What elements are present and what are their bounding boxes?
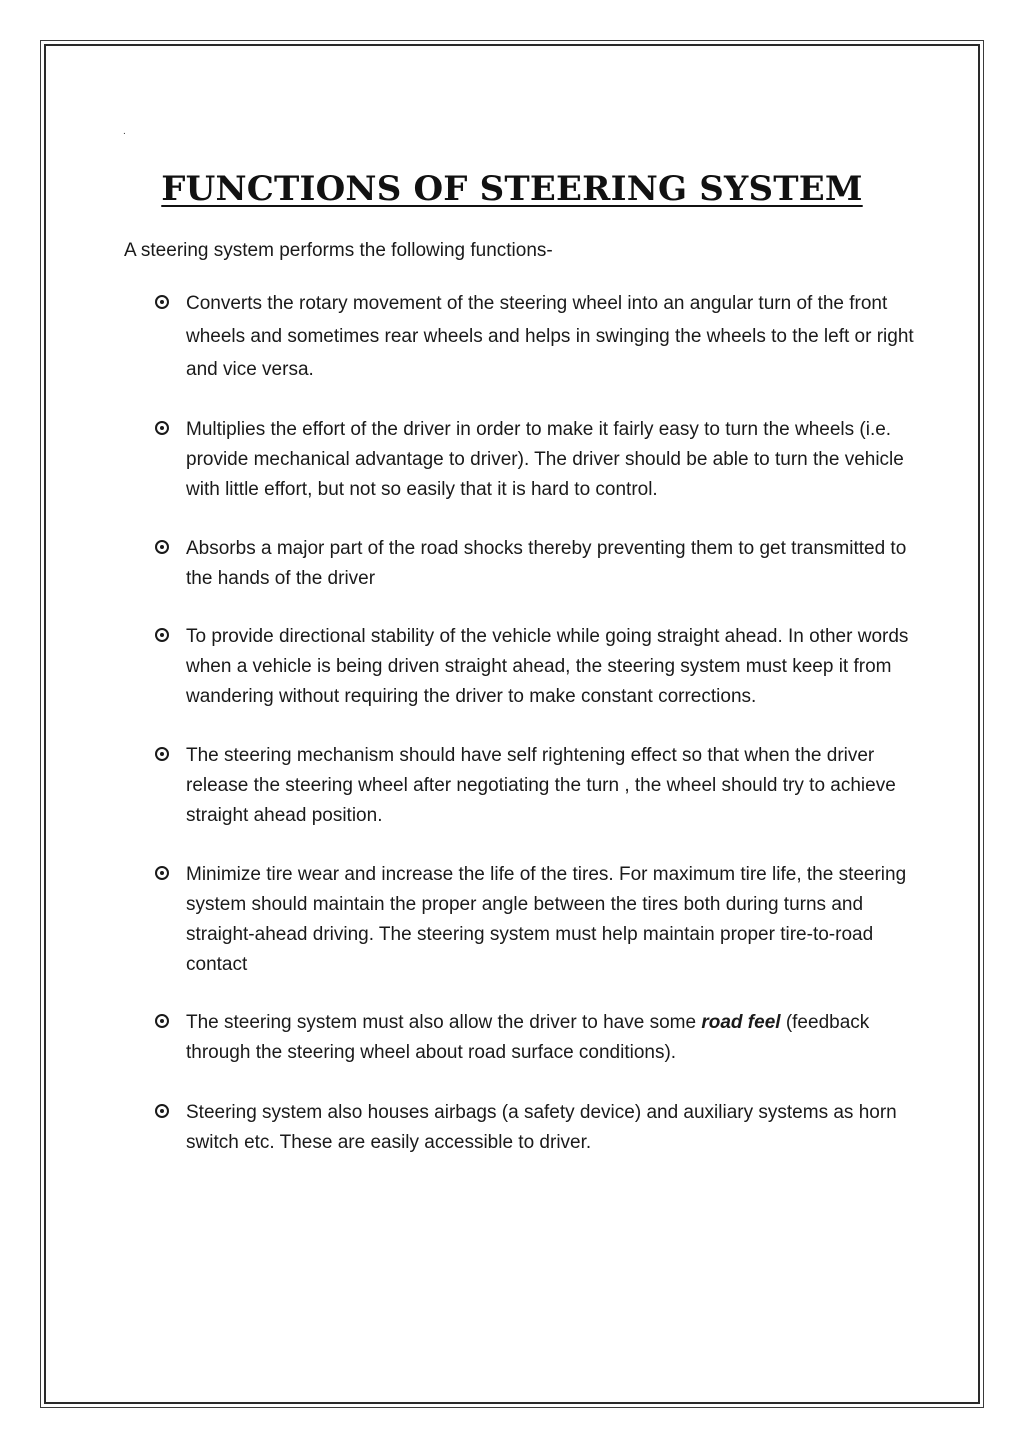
list-item [155,622,915,712]
list-item-text: The steering mechanism should have self rightening effect so that when the driver release the steering wheel after negotiating the turn , the wheel should try to achieve straight ahead position. [186,745,896,826]
list-item [155,1098,915,1158]
list-item-text: Absorbs a major part of the road shocks thereby preventing them to get transmitted to the hands of the driver [186,538,907,589]
list-item-text: To provide directional stability of the vehicle while going straight ahead. In other words when a vehicle is being driven straight ahead, the steering system must keep it from wandering without requiring the driver to make constant corrections. [186,626,909,707]
list-item [155,741,915,831]
list-item-text: Multiplies the effort of the driver in order to make it fairly easy to turn the wheels (i.e. provide mechanical advantage to driver). The driver should be able to turn the vehicle with little effort, but not so easily that it is hard to control. [186,419,904,500]
list-item [155,534,915,594]
list-item-text: Minimize tire wear and increase the life of the tires. For maximum tire life, the steering system should maintain the proper angle between the tires both during turns and straight-ahead driving. The steering system must help maintain proper tire-to-road contact [186,864,907,975]
circled-dot-bullet-icon [155,295,169,309]
road-feel-emphasis: road feel [701,1012,781,1033]
list-item [155,287,915,386]
circled-dot-bullet-icon [155,866,169,880]
circled-dot-bullet-icon [155,1014,169,1028]
circled-dot-bullet-icon [155,540,169,554]
functions-list [155,287,915,1158]
stray-mark: . [123,126,126,137]
circled-dot-bullet-icon [155,628,169,642]
intro-text: A steering system performs the following functions- [124,240,553,261]
circled-dot-bullet-icon [155,1104,169,1118]
list-item [155,1008,915,1068]
list-item-text: Steering system also houses airbags (a safety device) and auxiliary systems as horn switch etc. These are easily accessible to driver. [186,1102,897,1153]
circled-dot-bullet-icon [155,421,169,435]
list-item-text-after: (feedback through the steering wheel about road surface conditions). [186,1012,870,1063]
list-item-text [186,1008,915,1068]
circled-dot-bullet-icon [155,747,169,761]
list-item-text-before: The steering system must also allow the driver to have some [186,1012,702,1033]
list-item [155,415,915,505]
page-title: FUNCTIONS OF STEERING SYSTEM [161,169,863,209]
list-item-text: Converts the rotary movement of the steering wheel into an angular turn of the front wheels and sometimes rear wheels and helps in swinging the wheels to the left or right and vice versa. [186,293,914,380]
list-item [155,860,915,980]
